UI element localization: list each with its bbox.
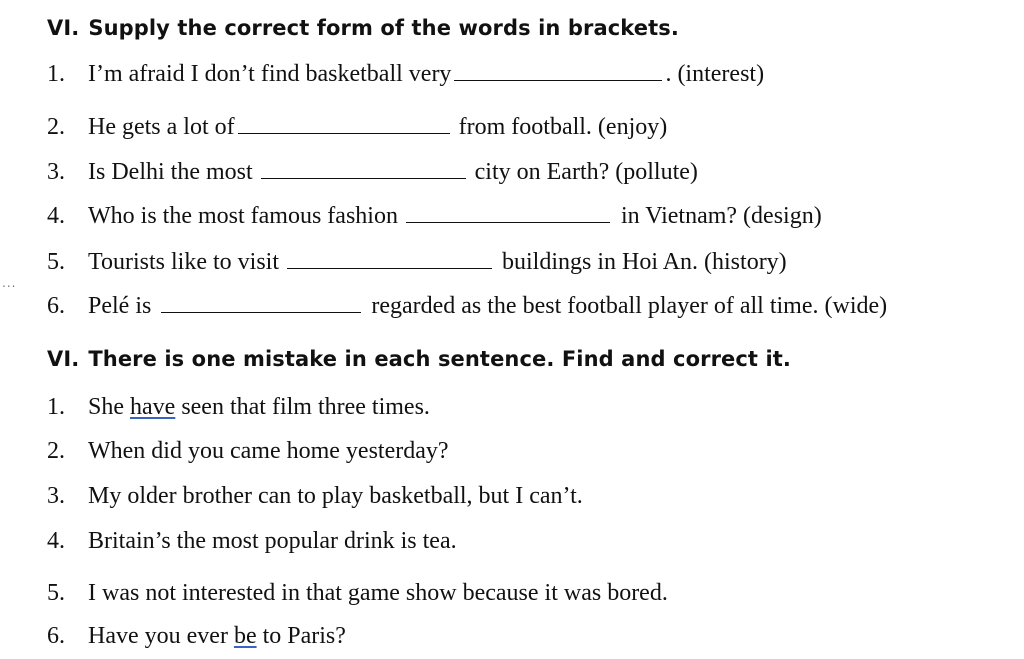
- item-number: 2.: [47, 114, 65, 140]
- item-text-after: regarded as the best football player of all time. (wide): [371, 293, 888, 319]
- item-text-before: Pelé is: [88, 293, 152, 319]
- answer-blank[interactable]: [261, 177, 466, 179]
- item-number: 6.: [47, 293, 65, 319]
- item-text-before: Tourists like to visit: [88, 249, 279, 275]
- item-text-before: Is Delhi the most: [88, 159, 253, 185]
- item-number: 2.: [47, 438, 65, 464]
- section2-title: There is one mistake in each sentence. Find and correct it.: [88, 347, 791, 371]
- item-number: 5.: [47, 580, 65, 606]
- section1-item-4: [47, 204, 822, 228]
- item-text: When did you came home yesterday?: [88, 438, 449, 464]
- section2-item-2: [47, 439, 449, 463]
- item-text-after: to Paris?: [256, 623, 346, 649]
- item-number: 4.: [47, 528, 65, 554]
- section1-item-3: [47, 160, 698, 184]
- answer-blank[interactable]: [406, 221, 610, 223]
- item-number: 6.: [47, 623, 65, 649]
- item-text: My older brother can to play basketball, but I can’t.: [88, 483, 583, 509]
- section2-number: VI.: [47, 347, 80, 371]
- section2-heading: [47, 347, 791, 371]
- section1-item-2: [47, 115, 667, 139]
- section2-item-5: [47, 581, 668, 605]
- section1-title: Supply the correct form of the words in brackets.: [88, 16, 679, 40]
- item-number: 4.: [47, 203, 65, 229]
- item-text-after: . (interest): [665, 61, 765, 87]
- item-text-after: buildings in Hoi An. (history): [502, 249, 787, 275]
- margin-marker: ...: [2, 276, 17, 290]
- item-text-before: Who is the most famous fashion: [88, 203, 398, 229]
- mistake-word: have: [130, 394, 176, 420]
- item-number: 1.: [47, 394, 65, 420]
- item-number: 5.: [47, 249, 65, 275]
- item-number: 3.: [47, 483, 65, 509]
- section1-item-5: [47, 250, 787, 274]
- item-text-before: I’m afraid I don’t find basketball very: [88, 61, 452, 87]
- answer-blank[interactable]: [287, 267, 492, 269]
- answer-blank[interactable]: [238, 132, 450, 134]
- item-text: Britain’s the most popular drink is tea.: [88, 528, 457, 554]
- section1-heading: [47, 16, 679, 40]
- mistake-word: be: [233, 623, 257, 649]
- item-text-after: seen that film three times.: [175, 394, 430, 420]
- section2-item-1: [47, 395, 430, 419]
- section2-item-6: [47, 624, 346, 648]
- item-text-after: from football. (enjoy): [458, 114, 668, 140]
- item-text-after: city on Earth? (pollute): [474, 159, 698, 185]
- section1-number: VI.: [47, 16, 80, 40]
- section2-item-4: [47, 529, 457, 553]
- answer-blank[interactable]: [161, 311, 361, 313]
- answer-blank[interactable]: [454, 79, 662, 81]
- section1-item-6: [47, 294, 887, 318]
- item-number: 3.: [47, 159, 65, 185]
- item-text-before: He gets a lot of: [88, 114, 235, 140]
- item-text: I was not interested in that game show because it was bored.: [88, 580, 668, 606]
- item-text-after: in Vietnam? (design): [620, 203, 822, 229]
- item-text-before: She: [88, 394, 130, 420]
- item-text-before: Have you ever: [88, 623, 234, 649]
- section2-item-3: [47, 484, 583, 508]
- item-number: 1.: [47, 61, 65, 87]
- section1-item-1: [47, 62, 764, 86]
